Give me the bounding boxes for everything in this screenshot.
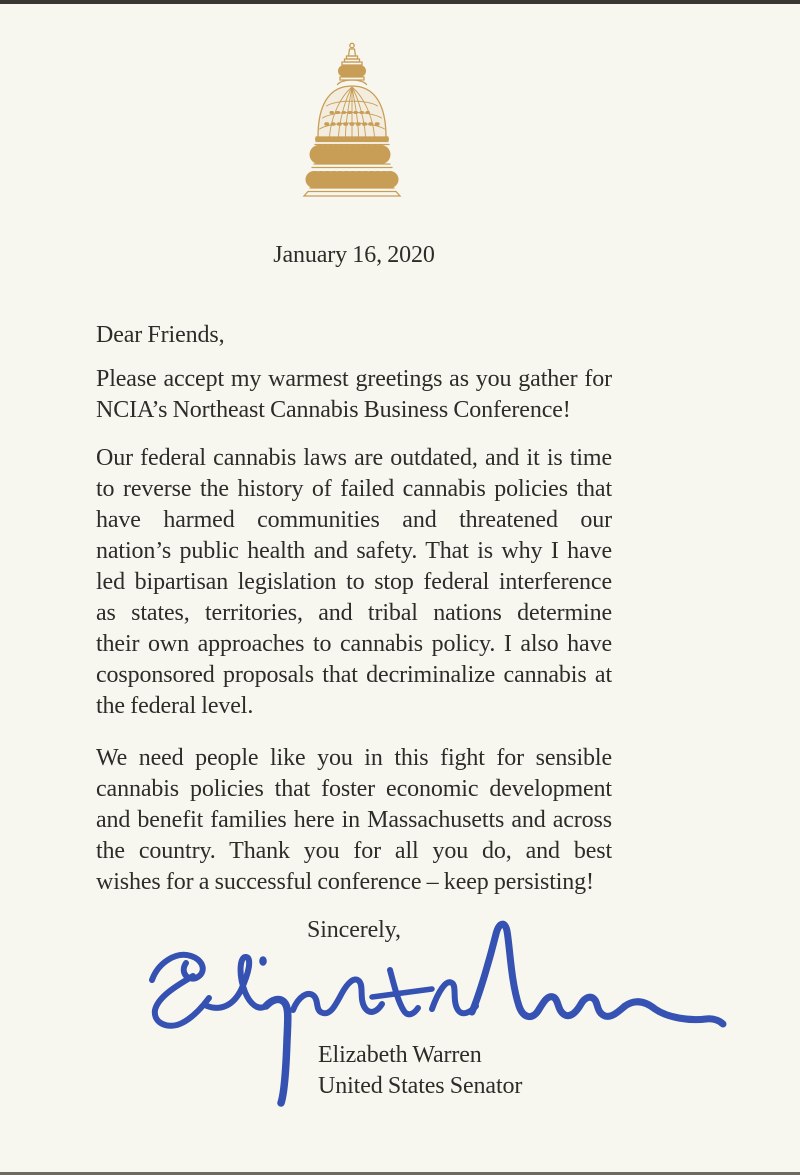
letter-line: as states, territories, and tribal nations determine (96, 600, 612, 626)
letter-line: cosponsored proposals that decriminalize cannabis at (96, 662, 612, 688)
letter-line: Please accept my warmest greetings as you gather for (96, 366, 612, 392)
letter-line: NCIA’s Northeast Cannabis Business Conference! (96, 397, 571, 423)
letter-line: the federal level. (96, 693, 254, 719)
closing: Sincerely, (307, 917, 401, 943)
letter-line: have harmed communities and threatened our (96, 507, 612, 533)
signer-name: Elizabeth Warren (318, 1042, 482, 1068)
letter-line: to reverse the history of failed cannabis policies that (96, 476, 612, 502)
letter-line: their own approaches to cannabis policy. I also have (96, 631, 612, 657)
letter-line: wishes for a successful conference – keep persisting! (96, 869, 594, 895)
paragraph-3 (96, 743, 612, 898)
letter-line: and benefit families here in Massachusetts and across (96, 807, 612, 833)
letter-line: Our federal cannabis laws are outdated, and it is time (96, 445, 612, 471)
date-line: January 16, 2020 (273, 242, 435, 268)
letter-line: nation’s public health and safety. That is why I have (96, 538, 612, 564)
signer-title: United States Senator (318, 1073, 523, 1099)
letter-line: the country. Thank you for all you do, and best (96, 838, 612, 864)
letter-line: cannabis policies that foster economic development (96, 776, 612, 802)
letter-line: We need people like you in this fight for sensible (96, 745, 612, 771)
salutation: Dear Friends, (96, 322, 225, 348)
paragraph-1 (96, 364, 612, 426)
letter-line: led bipartisan legislation to stop federal interference (96, 569, 612, 595)
signature-elizabeth-warren (140, 916, 740, 1112)
paragraph-2 (96, 443, 612, 722)
